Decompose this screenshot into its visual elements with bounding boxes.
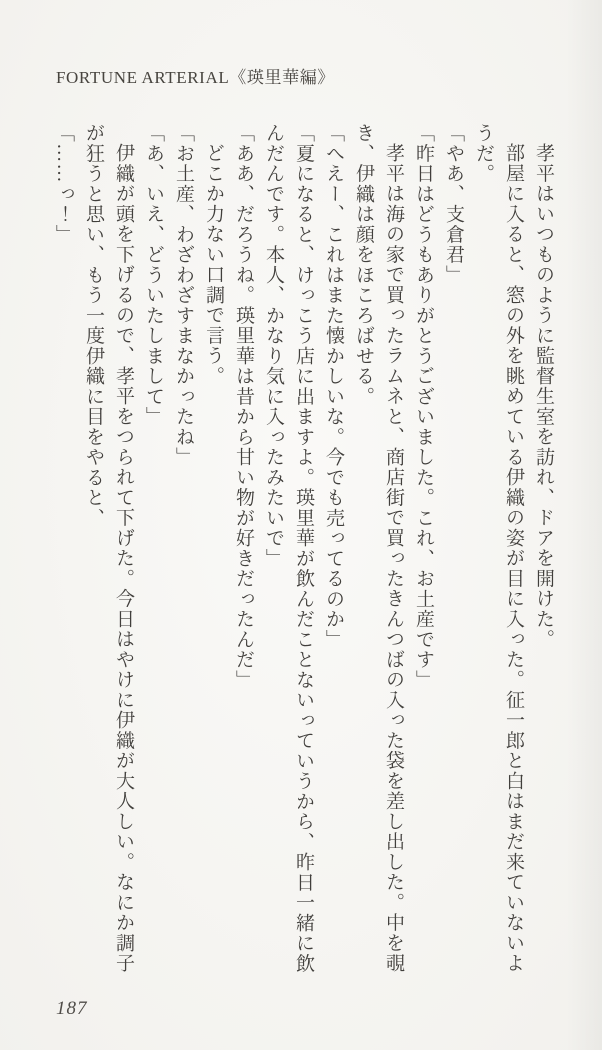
novel-paragraph-dialogue: 「昨日はどうもありがとうございました。これ、お土産です」 [413, 123, 434, 690]
novel-paragraph: 伊織が頭を下げるので、孝平をつられて下げた。今日はやけに伊織が大人しい。なにか調子が狂うと思い、もう一度伊織に目をやると、 [83, 123, 134, 974]
novel-text-block [48, 123, 558, 975]
novel-paragraph-dialogue: 「やあ、支倉君」 [443, 123, 464, 285]
novel-paragraph-dialogue: 「あ、いえ、どういたしまして」 [143, 123, 164, 427]
page-number: 187 [56, 998, 88, 1019]
novel-paragraph-dialogue: 「夏になると、けっこう店に出ますよ。瑛里華が飲んだことないっていうから、昨日一緒に飲んだんです。本人、かなり気に入ったみたいで」 [263, 123, 314, 974]
novel-paragraph: 孝平は海の家で買ったラムネと、商店街で買ったきんつばの入った袋を差し出した。中を覗き、伊織は顔をほころばせる。 [353, 123, 404, 974]
novel-paragraph: どこか力ない口調で言う。 [203, 143, 224, 386]
novel-paragraph-dialogue: 「ああ、だろうね。瑛里華は昔から甘い物が好きだったんだ」 [233, 123, 254, 690]
novel-paragraph-dialogue: 「へえー、これはまた懐かしいな。今でも売ってるのか」 [323, 123, 344, 650]
novel-paragraph: 孝平はいつものように監督生室を訪れ、ドアを開けた。 [533, 143, 554, 650]
novel-paragraph-dialogue: 「お土産、わざわざすまなかったね」 [173, 123, 194, 468]
novel-paragraph: 部屋に入ると、窓の外を眺めている伊織の姿が目に入った。征一郎と白はまだ来ていないようだ。 [473, 123, 524, 974]
running-header: FORTUNE ARTERIAL《瑛里華編》 [56, 68, 335, 87]
novel-paragraph-dialogue: 「……っ！」 [53, 123, 74, 245]
